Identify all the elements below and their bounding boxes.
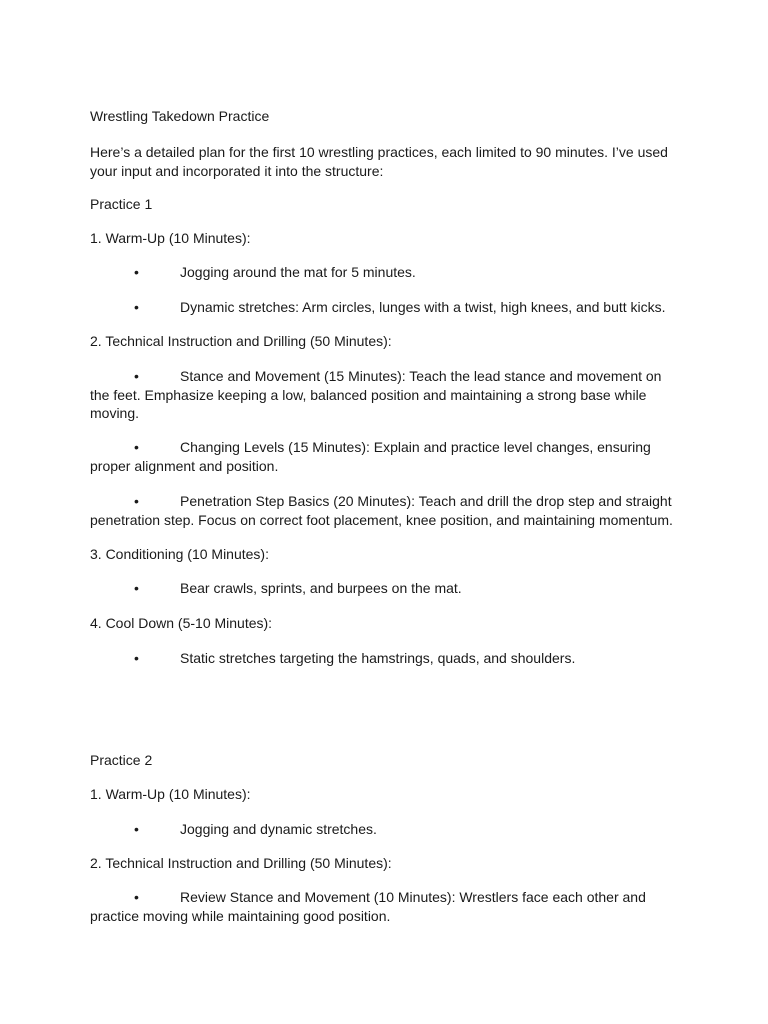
- bullet-icon: •: [134, 368, 139, 384]
- p1-cooldown-heading: 4. Cool Down (5-10 Minutes):: [90, 615, 273, 631]
- intro-line-2: your input and incorporated it into the structure:: [90, 162, 384, 179]
- bullet-icon: •: [134, 650, 139, 666]
- p1-warmup-heading: 1. Warm-Up (10 Minutes):: [90, 230, 251, 246]
- list-item-text: Changing Levels (15 Minutes): Explain and practice level changes, ensuring: [180, 439, 651, 455]
- practice-1-heading: Practice 1: [90, 196, 153, 212]
- bullet-icon: •: [134, 299, 139, 315]
- p2-technical-heading: 2. Technical Instruction and Drilling (50 Minutes):: [90, 855, 392, 871]
- list-item-text: Review Stance and Movement (10 Minutes): Wrestlers face each other and: [180, 889, 646, 905]
- p1-technical-heading: 2. Technical Instruction and Drilling (50 Minutes):: [90, 333, 392, 349]
- list-item-text: Dynamic stretches: Arm circles, lunges with a twist, high knees, and butt kicks.: [180, 299, 666, 315]
- list-item-text: Penetration Step Basics (20 Minutes): Teach and drill the drop step and straight: [180, 493, 672, 509]
- list-item-text: Jogging and dynamic stretches.: [180, 821, 377, 837]
- list-item-text: Bear crawls, sprints, and burpees on the mat.: [180, 580, 462, 596]
- list-item-text: penetration step. Focus on correct foot placement, knee position, and maintaining momentum.: [90, 511, 673, 528]
- bullet-icon: •: [134, 889, 139, 905]
- list-item-text: Static stretches targeting the hamstrings, quads, and shoulders.: [180, 650, 576, 666]
- p1-conditioning-heading: 3. Conditioning (10 Minutes):: [90, 546, 269, 562]
- document-title: Wrestling Takedown Practice: [90, 108, 270, 124]
- list-item-text: the feet. Emphasize keeping a low, balanced position and maintaining a strong base while: [90, 386, 647, 403]
- bullet-icon: •: [134, 821, 139, 837]
- list-item-text: moving.: [90, 405, 140, 421]
- intro-line-1: Here’s a detailed plan for the first 10 wrestling practices, each limited to 90 minutes. I’ve used: [90, 144, 668, 160]
- bullet-icon: •: [134, 264, 139, 280]
- list-item-text: Stance and Movement (15 Minutes): Teach the lead stance and movement on: [180, 368, 662, 384]
- list-item-text: practice moving while maintaining good position.: [90, 907, 391, 924]
- bullet-icon: •: [134, 493, 139, 509]
- p2-warmup-heading: 1. Warm-Up (10 Minutes):: [90, 786, 251, 802]
- list-item-text: proper alignment and position.: [90, 457, 279, 474]
- bullet-icon: •: [134, 439, 139, 455]
- bullet-icon: •: [134, 580, 139, 596]
- practice-2-heading: Practice 2: [90, 752, 153, 768]
- list-item-text: Jogging around the mat for 5 minutes.: [180, 264, 416, 280]
